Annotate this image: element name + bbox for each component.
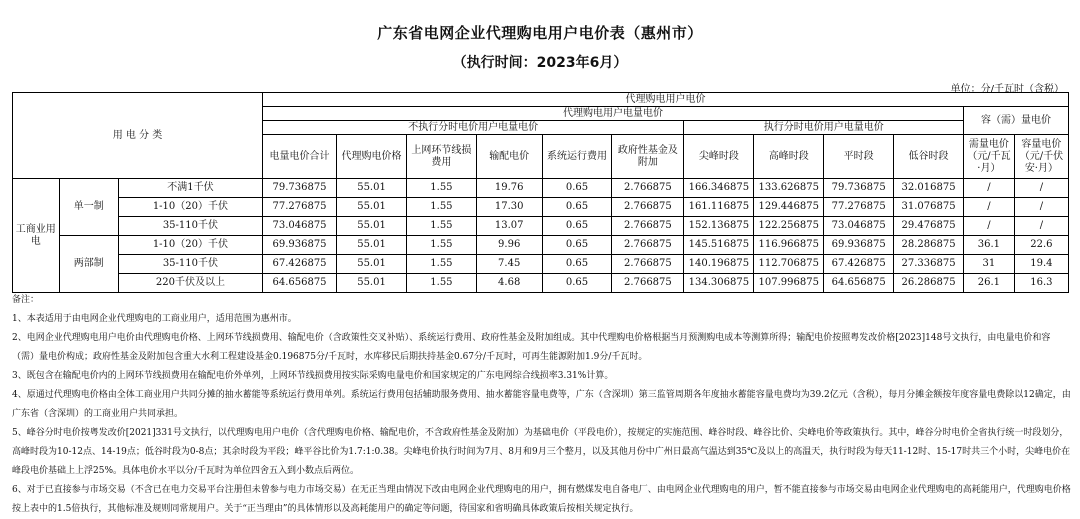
cell-valley: 26.286875 bbox=[894, 274, 964, 293]
cell-high: 107.996875 bbox=[754, 274, 824, 293]
cell-high: 112.706875 bbox=[754, 255, 824, 274]
table-row bbox=[13, 179, 1069, 198]
voltage-level: 1-10（20）千伏 bbox=[118, 236, 262, 255]
cell-fund: 2.766875 bbox=[612, 198, 684, 217]
cell-fund: 2.766875 bbox=[612, 217, 684, 236]
cell-proxy: 55.01 bbox=[337, 179, 407, 198]
notes-section bbox=[12, 291, 1072, 519]
cell-peak: 145.516875 bbox=[684, 236, 754, 255]
col-peak: 尖峰时段 bbox=[684, 135, 754, 179]
note-item: 5、峰谷分时电价按粤发改价[2021]331号文执行，以代理购电用户电价（含代理购电价格、输配电价，不含政府性基金及附加）为基础电价（平段电价），按规定的实施范围、峰谷时段、峰谷比价、尖峰电价等政策执行。其中，峰谷分时电价全省执行统一时段划分，高峰时段为10-12点、14-19点；低谷时段为0-8点；其余时段为平段；峰平谷比价为1.7:1:0.38。尖峰电价执行时间为7月、8月和9月三个整月，以及其他月份中广州日最高气温达到35℃及以上的高温天，执行时段为每天11-12时、15-17时共三个小时，尖峰电价在峰段电价基础上上浮25%。具体电价水平以分/千瓦时为单位四舍五入到小数点后两位。 bbox=[12, 428, 1071, 476]
cell-capacity: / bbox=[1014, 217, 1068, 236]
cell-loss: 1.55 bbox=[406, 236, 476, 255]
col-transmission: 输配电价 bbox=[476, 135, 542, 179]
capacity-header: 容（需）量电价 bbox=[963, 107, 1068, 135]
cell-peak: 140.196875 bbox=[684, 255, 754, 274]
cell-proxy: 55.01 bbox=[337, 198, 407, 217]
cell-valley: 32.016875 bbox=[894, 179, 964, 198]
cell-flat: 69.936875 bbox=[824, 236, 894, 255]
tou-header: 执行分时电价用户电量电价 bbox=[684, 121, 964, 135]
proxy-energy-price-header: 代理购电用户电量电价 bbox=[262, 107, 963, 121]
col-valley: 低谷时段 bbox=[894, 135, 964, 179]
cell-demand: 31 bbox=[963, 255, 1014, 274]
cell-total: 77.276875 bbox=[262, 198, 336, 217]
unit-label: 单位：分/千瓦时（含税） bbox=[950, 84, 1064, 95]
cell-capacity: / bbox=[1014, 179, 1068, 198]
cell-loss: 1.55 bbox=[406, 179, 476, 198]
col-demand: 需量电价（元/千瓦·月） bbox=[963, 135, 1014, 179]
cell-transmission: 17.30 bbox=[476, 198, 542, 217]
cell-transmission: 4.68 bbox=[476, 274, 542, 293]
table-row bbox=[13, 274, 1069, 293]
cell-total: 64.656875 bbox=[262, 274, 336, 293]
cell-high: 122.256875 bbox=[754, 217, 824, 236]
note-item: 4、原通过代理购电价格由全体工商业用户共同分摊的抽水蓄能等系统运行费用单列。系统运行费用包括辅助服务费用、抽水蓄能容量电费等，广东（含深圳）第三监管周期各年度抽水蓄能容量电费均为39.2亿元（含税），每月分摊金额按年度容量电费除以12确定，由广东省（含深圳）的工商业用户共同承担。 bbox=[12, 390, 1071, 419]
cell-flat: 73.046875 bbox=[824, 217, 894, 236]
col-high: 高峰时段 bbox=[754, 135, 824, 179]
cell-loss: 1.55 bbox=[406, 255, 476, 274]
cell-total: 73.046875 bbox=[262, 217, 336, 236]
cell-peak: 166.346875 bbox=[684, 179, 754, 198]
price-table bbox=[12, 92, 1069, 293]
notes-heading: 备注： bbox=[12, 295, 40, 305]
cell-system: 0.65 bbox=[542, 236, 612, 255]
table-row bbox=[13, 255, 1069, 274]
cell-total: 67.426875 bbox=[262, 255, 336, 274]
cell-peak: 152.136875 bbox=[684, 217, 754, 236]
cell-valley: 27.336875 bbox=[894, 255, 964, 274]
cell-capacity: / bbox=[1014, 198, 1068, 217]
cell-fund: 2.766875 bbox=[612, 236, 684, 255]
proxy-price-header: 代理购电用户电价 bbox=[262, 93, 1068, 107]
cell-fund: 2.766875 bbox=[612, 179, 684, 198]
note-item: 2、电网企业代理购电用户电价由代理购电价格、上网环节线损费用、输配电价（含政策性交叉补贴）、系统运行费用、政府性基金及附加组成。其中代理购电价格根据当月预测购电成本等测算所得；输配电价按照粤发改价格[2023]148号文执行，由电量电价和容（需）量电价构成；政府性基金及附加包含重大水利工程建设基金0.196875分/千瓦时，水库移民后期扶持基金0.67分/千瓦时，可再生能源附加1.9分/千瓦时。 bbox=[12, 333, 1051, 362]
voltage-level: 35-110千伏 bbox=[118, 217, 262, 236]
cell-valley: 28.286875 bbox=[894, 236, 964, 255]
subgroup-label: 单一制 bbox=[59, 179, 118, 236]
col-capacity: 容量电价（元/千伏安·月） bbox=[1014, 135, 1068, 179]
cell-transmission: 19.76 bbox=[476, 179, 542, 198]
cell-system: 0.65 bbox=[542, 217, 612, 236]
cell-demand: / bbox=[963, 217, 1014, 236]
cell-system: 0.65 bbox=[542, 179, 612, 198]
cell-flat: 64.656875 bbox=[824, 274, 894, 293]
group-label: 工商业用电 bbox=[13, 179, 60, 293]
cell-transmission: 9.96 bbox=[476, 236, 542, 255]
cell-fund: 2.766875 bbox=[612, 255, 684, 274]
col-loss: 上网环节线损费用 bbox=[406, 135, 476, 179]
page-title: 广东省电网企业代理购电用户电价表（惠州市） bbox=[377, 24, 703, 42]
cell-proxy: 55.01 bbox=[337, 217, 407, 236]
cell-proxy: 55.01 bbox=[337, 236, 407, 255]
non-tou-header: 不执行分时电价用户电量电价 bbox=[262, 121, 683, 135]
table-row bbox=[13, 236, 1069, 255]
page-subtitle: （执行时间：2023年6月） bbox=[452, 55, 628, 71]
table-row bbox=[13, 198, 1069, 217]
cell-system: 0.65 bbox=[542, 198, 612, 217]
cell-loss: 1.55 bbox=[406, 198, 476, 217]
voltage-level: 1-10（20）千伏 bbox=[118, 198, 262, 217]
note-item: 6、对于已直接参与市场交易（不含已在电力交易平台注册但未曾参与电力市场交易）在无正当理由情况下改由电网企业代理购电的用户，拥有燃煤发电自备电厂、由电网企业代理购电的用户，暂不能直接参与市场交易由电网企业代理购电的高耗能用户，代理购电价格按上表中的1.5倍执行，其他标准及规则同常规用户。关于“正当理由”的具体情形以及高耗能用户的确定等问题，待国家和省明确具体政策后按相关规定执行。 bbox=[12, 485, 1071, 514]
cell-system: 0.65 bbox=[542, 274, 612, 293]
cell-loss: 1.55 bbox=[406, 274, 476, 293]
cell-capacity: 16.3 bbox=[1014, 274, 1068, 293]
table-row bbox=[13, 217, 1069, 236]
note-item: 1、本表适用于由电网企业代理购电的工商业用户，适用范围为惠州市。 bbox=[12, 314, 297, 324]
col-total: 电量电价合计 bbox=[262, 135, 336, 179]
col-system: 系统运行费用 bbox=[542, 135, 612, 179]
cell-total: 69.936875 bbox=[262, 236, 336, 255]
voltage-level: 220千伏及以上 bbox=[118, 274, 262, 293]
cell-total: 79.736875 bbox=[262, 179, 336, 198]
category-header: 用 电 分 类 bbox=[13, 93, 263, 179]
cell-demand: 36.1 bbox=[963, 236, 1014, 255]
voltage-level: 35-110千伏 bbox=[118, 255, 262, 274]
col-fund: 政府性基金及附加 bbox=[612, 135, 684, 179]
cell-high: 129.446875 bbox=[754, 198, 824, 217]
cell-peak: 134.306875 bbox=[684, 274, 754, 293]
cell-loss: 1.55 bbox=[406, 217, 476, 236]
cell-demand: / bbox=[963, 198, 1014, 217]
cell-capacity: 19.4 bbox=[1014, 255, 1068, 274]
col-flat: 平时段 bbox=[824, 135, 894, 179]
voltage-level: 不满1千伏 bbox=[118, 179, 262, 198]
cell-high: 133.626875 bbox=[754, 179, 824, 198]
cell-high: 116.966875 bbox=[754, 236, 824, 255]
cell-proxy: 55.01 bbox=[337, 274, 407, 293]
cell-flat: 79.736875 bbox=[824, 179, 894, 198]
cell-system: 0.65 bbox=[542, 255, 612, 274]
cell-transmission: 7.45 bbox=[476, 255, 542, 274]
col-proxy: 代理购电价格 bbox=[337, 135, 407, 179]
cell-transmission: 13.07 bbox=[476, 217, 542, 236]
cell-demand: 26.1 bbox=[963, 274, 1014, 293]
cell-proxy: 55.01 bbox=[337, 255, 407, 274]
cell-peak: 161.116875 bbox=[684, 198, 754, 217]
cell-valley: 31.076875 bbox=[894, 198, 964, 217]
cell-valley: 29.476875 bbox=[894, 217, 964, 236]
note-item: 3、既包含在输配电价内的上网环节线损费用在输配电价外单列，上网环节线损费用按实际采购电量电价和国家规定的广东电网综合线损率3.31%计算。 bbox=[12, 371, 614, 381]
cell-capacity: 22.6 bbox=[1014, 236, 1068, 255]
cell-flat: 77.276875 bbox=[824, 198, 894, 217]
cell-demand: / bbox=[963, 179, 1014, 198]
subgroup-label: 两部制 bbox=[59, 236, 118, 293]
cell-flat: 67.426875 bbox=[824, 255, 894, 274]
cell-fund: 2.766875 bbox=[612, 274, 684, 293]
